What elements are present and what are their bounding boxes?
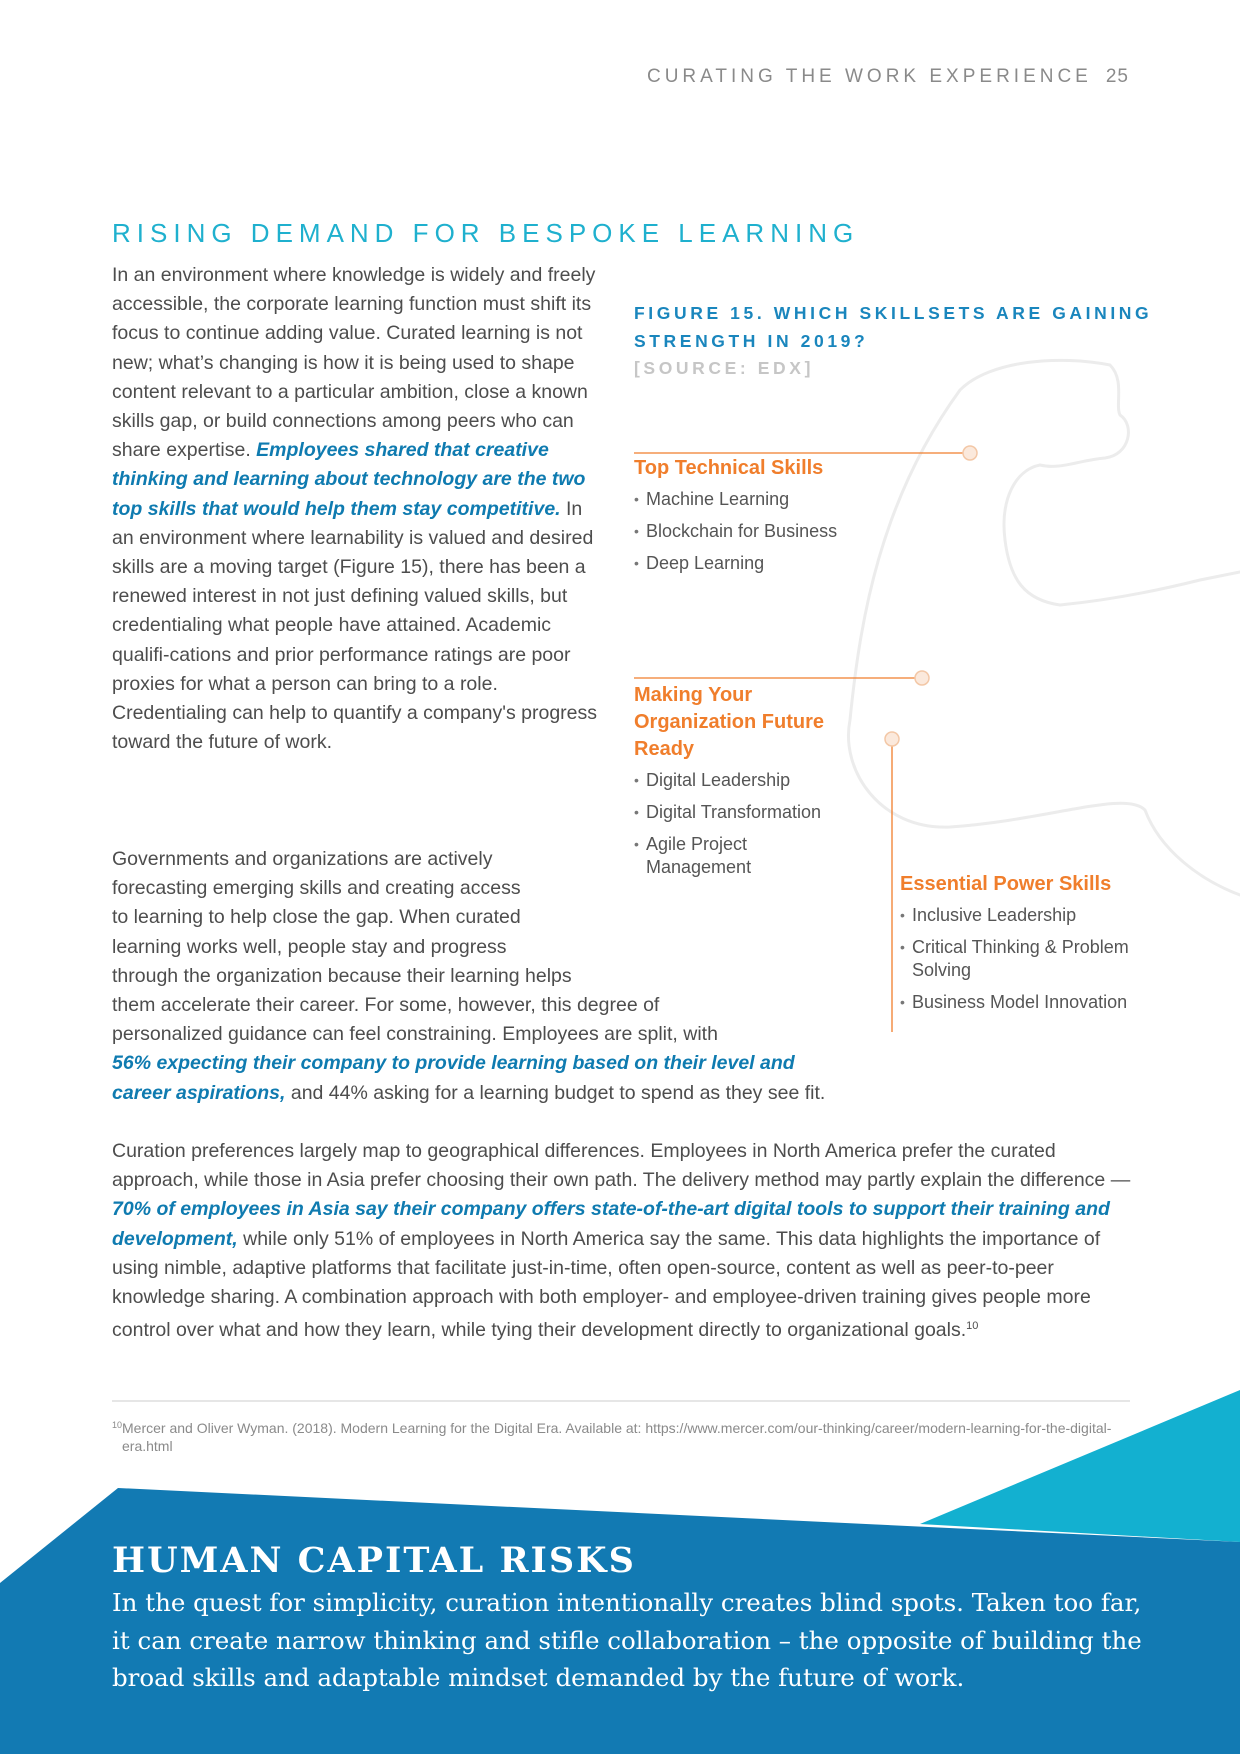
skill-list	[634, 488, 864, 575]
paragraph-line: through the organization because their learning helps	[112, 964, 572, 987]
skill-group-title: Making Your Organization Future Ready	[634, 684, 824, 760]
footnote-number: 10	[112, 1420, 123, 1430]
highlight-statistic: 56% expecting their company to provide learning based on their level and	[112, 1052, 795, 1075]
paragraph-line: Governments and organizations are actively	[112, 848, 493, 870]
paragraph-line: to learning to help close the gap. When curated	[112, 906, 521, 929]
connector-dot-technical	[963, 446, 977, 460]
skill-item: • Digital Transformation	[634, 801, 824, 824]
risks-heading: HUMAN CAPITAL RISKS	[112, 1540, 636, 1581]
page-number: 25	[1105, 66, 1129, 87]
skill-item: • Agile Project Management	[634, 833, 824, 879]
skill-group-title: Essential Power Skills	[900, 873, 1112, 895]
figure-caption: FIGURE 15. WHICH SKILLSETS ARE GAINING STRENGTH IN 2019?	[634, 303, 1153, 351]
skill-item: • Deep Learning	[634, 552, 864, 575]
skill-group-power	[900, 871, 1140, 1023]
paragraph-line: learning works well, people stay and progress	[112, 935, 507, 958]
connector-dot-future	[915, 671, 929, 685]
paragraph-line: forecasting emerging skills and creating access	[112, 877, 521, 900]
paragraph-text: while only 51% of employees in North America say the same. This data highlights the importance of using nimble, adaptive platforms that facilitate just-in-time, often open-source, content as well as peer-to-peer knowledge sharing. A combination approach with both employer- and employee-driven training gives people more control over what and how they learn, while tying their development directly to organizational goals.	[112, 1227, 1101, 1342]
connector-dot-power	[885, 732, 899, 746]
paragraph-text: In an environment where learnability is valued and desired skills are a moving target (Figure 15), there has been a renewed interest in not just defining valued skills, but credentialing what people have attained. Academic qualifi-cations and prior performance ratings are poor proxies for what a person can bring to a role. Credentialing can help to quantify a company's progress toward the future of work.	[112, 497, 598, 754]
paragraph-text: In an environment where knowledge is widely and freely accessible, the corporate learning function must shift its focus to continue adding value. Curated learning is not new; what’s changing is how it is being used to shape content relevant to a particular ambition, close a known skills gap, or build connections among peers who can share expertise.	[112, 264, 596, 462]
highlight-statistic: career aspirations,	[112, 1081, 286, 1104]
figure-title	[634, 300, 1154, 383]
section-title: RISING DEMAND FOR BESPOKE LEARNING	[112, 218, 860, 248]
skill-item: • Inclusive Leadership	[900, 904, 1140, 927]
footnote-text: Mercer and Oliver Wyman. (2018). Modern Learning for the Digital Era. Available at: https://www.mercer.com/our-thinking/career/modern-learning-for-the-digital-era.html	[122, 1420, 1112, 1454]
paragraph-line: them accelerate their career. For some, however, this degree of	[112, 994, 660, 1017]
banner-cyan-shape	[920, 1390, 1240, 1542]
skill-group-title: Top Technical Skills	[634, 457, 824, 479]
skill-item: • Critical Thinking & Problem Solving	[900, 936, 1140, 982]
risks-text: In the quest for simplicity, curation intentionally creates blind spots. Taken too far, it can create narrow thinking and stifle collaboration – the opposite of building the broad skills and adaptable mindset demanded by the future of work.	[112, 1588, 1142, 1692]
skill-item: • Business Model Innovation	[900, 991, 1140, 1014]
skill-group-future-ready	[634, 682, 824, 888]
paragraph-line: personalized guidance can feel constraining. Employees are split, with	[112, 1023, 718, 1046]
figure-source: [SOURCE: EDX]	[634, 358, 814, 378]
skill-list	[634, 769, 824, 879]
skill-list	[900, 904, 1140, 1014]
paragraph-text: Curation preferences largely map to geographical differences. Employees in North America prefer the curated approach, while those in Asia prefer choosing their own path. The delivery method may partly explain the difference —	[112, 1140, 1131, 1192]
skill-item: • Digital Leadership	[634, 769, 824, 792]
highlight-statistic: 70% of employees in Asia say their company offers state-of-the-art digital tools to support their training and development,	[112, 1198, 1110, 1250]
running-title: CURATING THE WORK EXPERIENCE	[646, 66, 1092, 87]
arm-silhouette	[848, 360, 1240, 895]
paragraph-text: and 44% asking for a learning budget to spend as they see fit.	[285, 1081, 826, 1104]
skill-item: • Blockchain for Business	[634, 520, 864, 543]
highlight-quote: Employees shared that creative thinking and learning about technology are the two top skills that would help them stay competitive.	[112, 439, 586, 520]
footnote-reference[interactable]: 10	[966, 1320, 979, 1333]
skill-item: • Machine Learning	[634, 488, 864, 511]
skill-group-technical	[634, 455, 864, 584]
